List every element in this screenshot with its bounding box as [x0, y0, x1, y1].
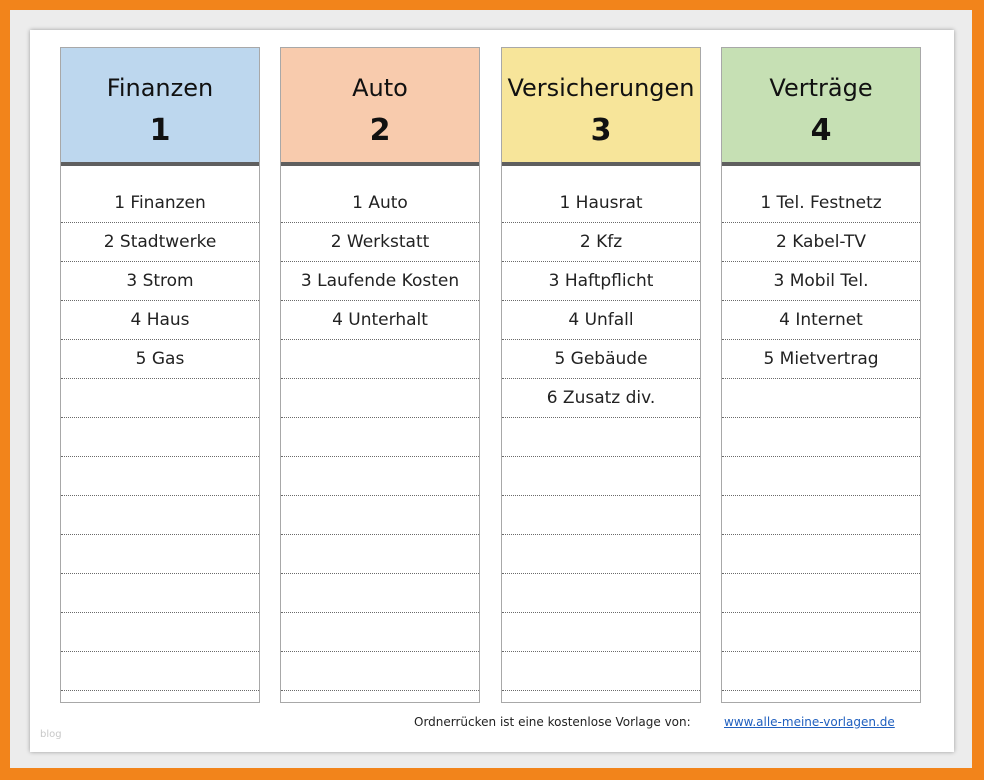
spine-row: [722, 418, 920, 457]
spine-row: [61, 574, 259, 613]
spine-row: [281, 652, 479, 691]
spine-row: [281, 613, 479, 652]
spine-row: 4 Internet: [722, 301, 920, 340]
spine-title: Finanzen: [106, 74, 214, 102]
spine-header: [281, 48, 479, 166]
spine-row: 5 Mietvertrag: [722, 340, 920, 379]
spine-number: 3: [590, 113, 612, 148]
spine-number: 2: [369, 113, 391, 148]
spine-row: 6 Zusatz div.: [502, 379, 700, 418]
spine-row: [502, 418, 700, 457]
spine-row: [502, 535, 700, 574]
spine-row: [61, 496, 259, 535]
spine-row: [61, 379, 259, 418]
spine-row: [502, 613, 700, 652]
spine-rows: [722, 184, 920, 691]
spine-row: 2 Kfz: [502, 223, 700, 262]
spine-row: [61, 652, 259, 691]
spine-row: 3 Mobil Tel.: [722, 262, 920, 301]
spine-rows: [61, 184, 259, 691]
spine-row: [502, 457, 700, 496]
spine-row: 3 Strom: [61, 262, 259, 301]
spine-row: 1 Hausrat: [502, 184, 700, 223]
spine-row: 2 Werkstatt: [281, 223, 479, 262]
spine-row: [61, 535, 259, 574]
spine-auto: [280, 47, 480, 703]
spine-row: 4 Unterhalt: [281, 301, 479, 340]
spine-row: [722, 535, 920, 574]
spine-row: [722, 574, 920, 613]
vorlagen-link[interactable]: www.alle-meine-vorlagen.de: [724, 715, 895, 729]
spine-rows: [281, 184, 479, 691]
spine-row: [281, 418, 479, 457]
spine-row: 3 Laufende Kosten: [281, 262, 479, 301]
spine-row: 1 Auto: [281, 184, 479, 223]
spine-row: [281, 379, 479, 418]
spine-rows: [502, 184, 700, 691]
spine-row: [61, 418, 259, 457]
spine-row: 4 Unfall: [502, 301, 700, 340]
spine-row: [281, 496, 479, 535]
spine-header: [502, 48, 700, 166]
spine-row: 3 Haftpflicht: [502, 262, 700, 301]
spine-row: 5 Gebäude: [502, 340, 700, 379]
spine-versicherungen: [501, 47, 701, 703]
spine-header: [61, 48, 259, 166]
spine-row: [502, 496, 700, 535]
spine-row: 2 Stadtwerke: [61, 223, 259, 262]
spine-row: [281, 535, 479, 574]
spine-title: Verträge: [769, 74, 873, 102]
spine-title: Auto: [352, 74, 408, 102]
spine-number: 1: [149, 113, 171, 148]
spine-title: Versicherungen: [507, 74, 695, 102]
spine-row: [722, 613, 920, 652]
spine-row: 1 Tel. Festnetz: [722, 184, 920, 223]
spine-row: 4 Haus: [61, 301, 259, 340]
spine-row: 5 Gas: [61, 340, 259, 379]
spine-vertraege: [721, 47, 921, 703]
spine-row: [502, 652, 700, 691]
spine-number: 4: [810, 113, 832, 148]
spine-header: [722, 48, 920, 166]
spine-row: 1 Finanzen: [61, 184, 259, 223]
spine-row: [281, 340, 479, 379]
spine-row: [502, 574, 700, 613]
spine-row: [61, 457, 259, 496]
spine-row: [722, 496, 920, 535]
spine-row: [281, 574, 479, 613]
spine-row: [722, 652, 920, 691]
spine-row: [722, 457, 920, 496]
footer-text: Ordnerrücken ist eine kostenlose Vorlage von:: [414, 715, 691, 729]
spine-finanzen: [60, 47, 260, 703]
watermark-text: blog: [40, 729, 62, 740]
spine-row: [61, 613, 259, 652]
spine-row: [281, 457, 479, 496]
spine-row: 2 Kabel-TV: [722, 223, 920, 262]
spine-row: [722, 379, 920, 418]
